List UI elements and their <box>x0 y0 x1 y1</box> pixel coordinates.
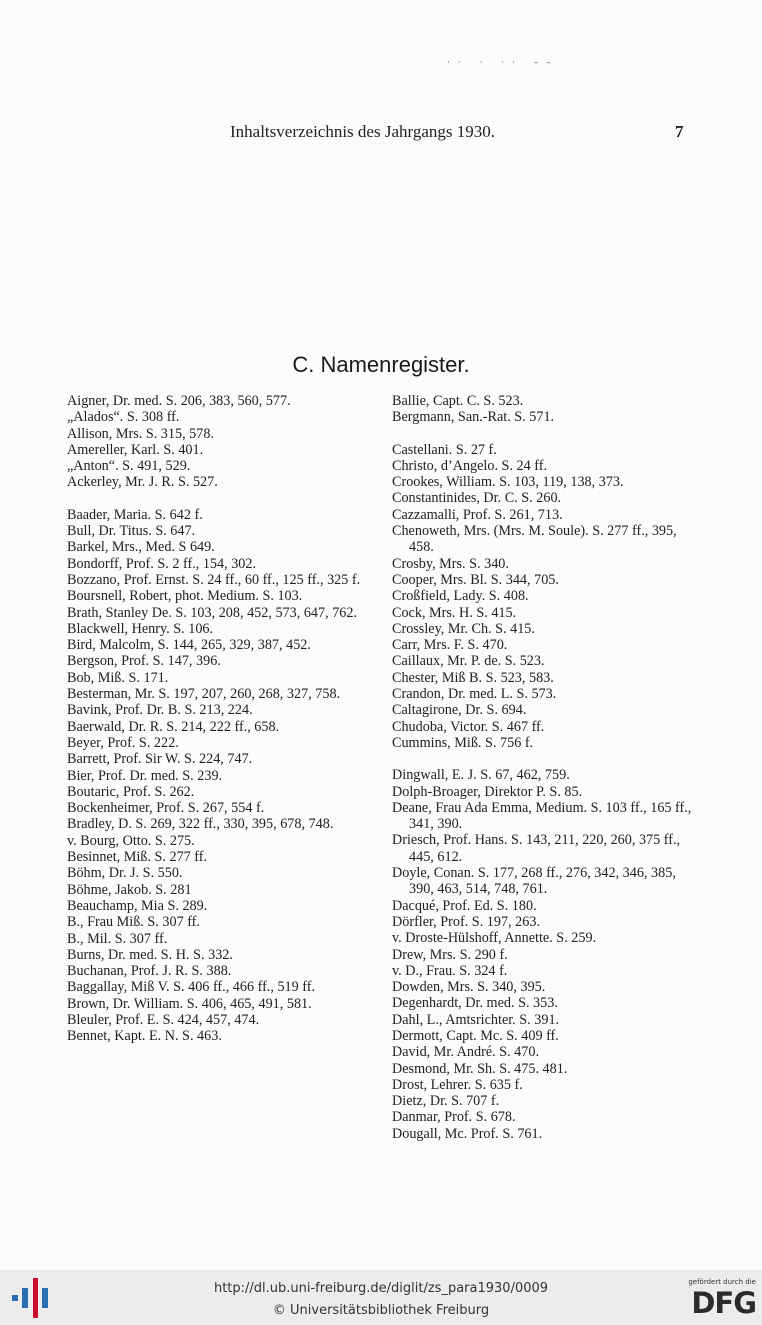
index-entry: v. D., Frau. S. 324 f. <box>392 962 508 979</box>
index-entry: Boutaric, Prof. S. 262. <box>67 783 195 800</box>
index-entry: Cazzamalli, Prof. S. 261, 713. <box>392 506 563 523</box>
index-entry: Bergmann, San.-Rat. S. 571. <box>392 409 555 426</box>
index-entry: Amereller, Karl. S. 401. <box>67 441 204 458</box>
index-entry: Boursnell, Robert, phot. Medium. S. 103. <box>67 588 303 605</box>
index-entry: Baader, Maria. S. 642 f. <box>67 506 203 523</box>
index-entry: Chester, Miß B. S. 523, 583. <box>392 669 554 686</box>
index-entry: Besterman, Mr. S. 197, 207, 260, 268, 327, 758. <box>67 686 341 703</box>
index-entry: Bob, Miß. S. 171. <box>67 669 169 686</box>
index-entry: Degenhardt, Dr. med. S. 353. <box>392 995 558 1012</box>
index-entry: Drew, Mrs. S. 290 f. <box>392 946 508 963</box>
index-entry: Bleuler, Prof. E. S. 424, 457, 474. <box>67 1011 260 1028</box>
index-entry: Dacqué, Prof. Ed. S. 180. <box>392 897 537 914</box>
index-entry: Buchanan, Prof. J. R. S. 388. <box>67 963 232 980</box>
index-entry: Barrett, Prof. Sir W. S. 224, 747. <box>67 751 253 768</box>
index-entry: Dingwall, E. J. S. 67, 462, 759. <box>392 767 570 784</box>
index-entry: Ackerley, Mr. J. R. S. 527. <box>67 474 218 491</box>
index-entry: B., Mil. S. 307 ff. <box>67 930 168 947</box>
index-entry: Allison, Mrs. S. 315, 578. <box>67 425 215 442</box>
index-entry: Baggallay, Miß V. S. 406 ff., 466 ff., 519 ff. <box>67 979 316 996</box>
index-entry: Böhm, Dr. J. S. 550. <box>67 865 183 882</box>
entry-gap <box>392 751 692 767</box>
index-entry: David, Mr. André. S. 470. <box>392 1044 539 1061</box>
entry-gap <box>392 426 692 442</box>
index-entry: „Anton“. S. 491, 529. <box>67 458 191 475</box>
index-entry: Besinnet, Miß. S. 277 ff. <box>67 849 208 866</box>
index-entry: Dolph-Broager, Direktor P. S. 85. <box>392 783 583 800</box>
index-entry: Crossley, Mr. Ch. S. 415. <box>392 620 535 637</box>
running-header: Inhaltsverzeichnis des Jahrgangs 1930. <box>230 122 496 141</box>
permalink-url[interactable]: http://dl.ub.uni-freiburg.de/diglit/zs_para1930/0009 <box>213 1281 549 1296</box>
index-entry: Dietz, Dr. S. 707 f. <box>392 1093 500 1110</box>
index-entry: Caltagirone, Dr. S. 694. <box>392 702 527 719</box>
index-entry: Drost, Lehrer. S. 635 f. <box>392 1076 523 1093</box>
top-marks: ·· · ·· –– <box>447 58 559 68</box>
index-entry: Dougall, Mc. Prof. S. 761. <box>392 1125 543 1142</box>
index-entry: Baerwald, Dr. R. S. 214, 222 ff., 658. <box>67 718 280 735</box>
index-entry: Bergson, Prof. S. 147, 396. <box>67 653 221 670</box>
index-entry: Bozzano, Prof. Ernst. S. 24 ff., 60 ff., 125 ff., 325 f. <box>67 571 361 588</box>
index-entry: Brown, Dr. William. S. 406, 465, 491, 581. <box>67 995 312 1012</box>
index-entry: B., Frau Miß. S. 307 ff. <box>67 914 200 931</box>
index-entry: Bennet, Kapt. E. N. S. 463. <box>67 1028 222 1045</box>
index-entry: Böhme, Jakob. S. 281 <box>67 881 192 898</box>
index-entry: „Alados“. S. 308 ff. <box>67 409 180 426</box>
index-entry: Driesch, Prof. Hans. S. 143, 211, 220, 260, 375 ff., 445, 612. <box>392 832 681 865</box>
index-entry: Carr, Mrs. F. S. 470. <box>392 637 508 654</box>
index-entry: Cummins, Miß. S. 756 f. <box>392 734 534 751</box>
index-entry: Bavink, Prof. Dr. B. S. 213, 224. <box>67 702 253 719</box>
index-entry: Ballie, Capt. C. S. 523. <box>392 393 524 409</box>
index-entry: Brath, Stanley De. S. 103, 208, 452, 573, 647, 762. <box>67 604 358 621</box>
index-entry: Croßfield, Lady. S. 408. <box>392 588 529 605</box>
index-entry: Constantinides, Dr. C. S. 260. <box>392 490 562 507</box>
index-entry: Dörfler, Prof. S. 197, 263. <box>392 913 540 930</box>
index-entry: Cooper, Mrs. Bl. S. 344, 705. <box>392 571 559 588</box>
index-entry: Aigner, Dr. med. S. 206, 383, 560, 577. <box>67 393 291 409</box>
index-entry: Dowden, Mrs. S. 340, 395. <box>392 979 546 996</box>
index-entry: Bull, Dr. Titus. S. 647. <box>67 523 196 540</box>
index-entry: Bier, Prof. Dr. med. S. 239. <box>67 767 223 784</box>
index-entry: Desmond, Mr. Sh. S. 475. 481. <box>392 1060 568 1077</box>
index-entry: Bird, Malcolm, S. 144, 265, 329, 387, 452. <box>67 637 311 654</box>
index-entry: Burns, Dr. med. S. H. S. 332. <box>67 946 233 963</box>
dfg-logo[interactable]: DFG <box>691 1286 756 1320</box>
index-entry: Crosby, Mrs. S. 340. <box>392 555 509 572</box>
index-entry: Dahl, L., Amtsrichter. S. 391. <box>392 1011 560 1028</box>
entry-gap <box>67 491 367 507</box>
section-title: C. Namenregister. <box>292 352 470 377</box>
index-entry: Beauchamp, Mia S. 289. <box>67 897 208 914</box>
index-entry: v. Droste-Hülshoff, Annette. S. 259. <box>392 930 597 947</box>
index-entry: Bockenheimer, Prof. S. 267, 554 f. <box>67 800 265 817</box>
funding-note: gefördert durch die <box>688 1278 756 1286</box>
index-entry: Cock, Mrs. H. S. 415. <box>392 604 517 621</box>
index-entry: Beyer, Prof. S. 222. <box>67 734 179 751</box>
index-entry: Doyle, Conan. S. 177, 268 ff., 276, 342, 346, 385, 390, 463, 514, 748, 761. <box>392 865 676 898</box>
page-number: 7 <box>675 122 684 141</box>
index-entry: Castellani. S. 27 f. <box>392 441 497 458</box>
index-entry: Danmar, Prof. S. 678. <box>392 1109 516 1126</box>
index-entry: Barkel, Mrs., Med. S 649. <box>67 539 215 556</box>
index-entry: Bradley, D. S. 269, 322 ff., 330, 395, 678, 748. <box>67 816 334 833</box>
copyright-notice: © Universitätsbibliothek Freiburg <box>272 1303 490 1318</box>
index-entry: Chenoweth, Mrs. (Mrs. M. Soule). S. 277 ff., 395, 458. <box>392 523 677 556</box>
index-column-right <box>392 393 692 1142</box>
index-entry: Christo, d’Angelo. S. 24 ff. <box>392 457 548 474</box>
index-entry: Bondorff, Prof. S. 2 ff., 154, 302. <box>67 555 257 572</box>
index-entry: Deane, Frau Ada Emma, Medium. S. 103 ff., 165 ff., 341, 390. <box>392 799 692 833</box>
index-entry: Blackwell, Henry. S. 106. <box>67 620 214 637</box>
index-entry: Caillaux, Mr. P. de. S. 523. <box>392 653 545 670</box>
index-entry: Chudoba, Victor. S. 467 ff. <box>392 718 545 735</box>
index-entry: v. Bourg, Otto. S. 275. <box>67 832 195 849</box>
index-entry: Dermott, Capt. Mc. S. 409 ff. <box>392 1027 559 1044</box>
index-column-left <box>67 393 367 1045</box>
viewer-footer <box>0 1270 762 1325</box>
index-entry: Crookes, William. S. 103, 119, 138, 373. <box>392 474 624 491</box>
index-entry: Crandon, Dr. med. L. S. 573. <box>392 686 557 703</box>
